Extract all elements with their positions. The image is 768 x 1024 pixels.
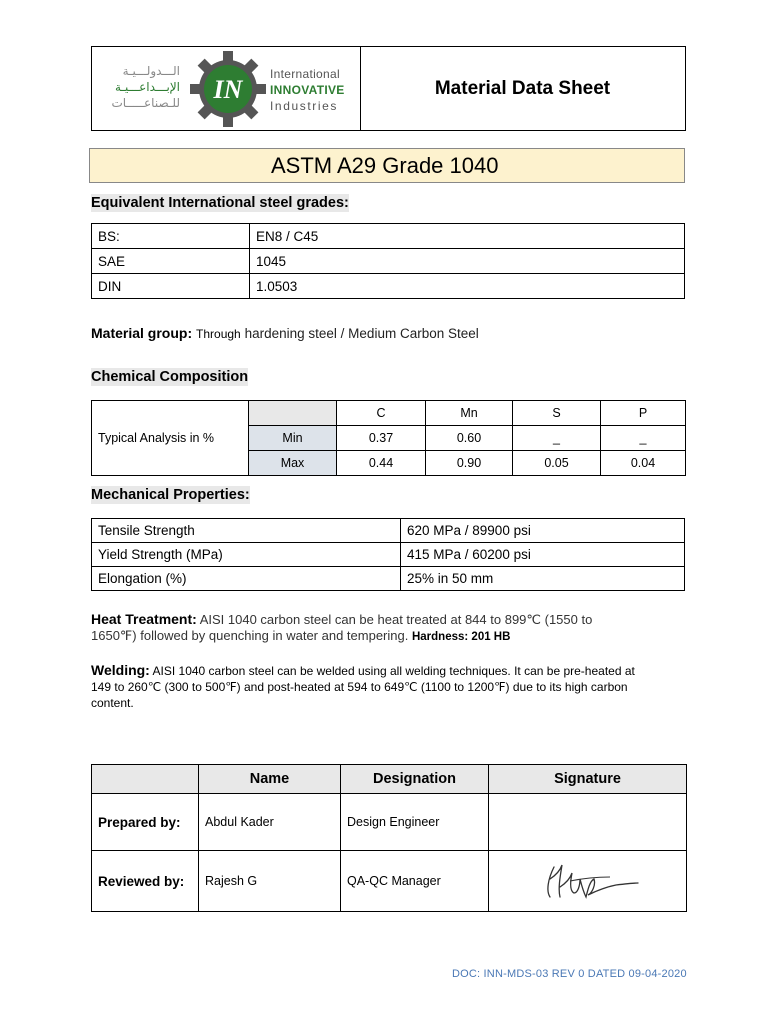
grade-cell: 1.0503: [250, 274, 685, 299]
table-row: [92, 519, 685, 543]
column-header-name: Name: [199, 765, 341, 794]
column-header-signature: Signature: [489, 765, 687, 794]
heat-treatment-paragraph: [91, 611, 691, 645]
value-cell: _: [601, 426, 686, 451]
designation-cell: Design Engineer: [341, 794, 489, 851]
standard-cell: BS:: [92, 224, 250, 249]
welding-paragraph: [91, 662, 691, 711]
value-cell: 0.60: [426, 426, 513, 451]
grade-cell: 1045: [250, 249, 685, 274]
mechanical-properties-table: [91, 518, 685, 591]
table-row: [92, 274, 685, 299]
element-header: Mn: [426, 401, 513, 426]
table-row: [92, 224, 685, 249]
document-reference: DOC: INN-MDS-03 REV 0 DATED 09-04-2020: [452, 968, 687, 980]
standard-cell: SAE: [92, 249, 250, 274]
material-group-value: hardening steel / Medium Carbon Steel: [244, 326, 479, 341]
table-row: [92, 249, 685, 274]
blank-header-cell: [249, 401, 337, 426]
grade-cell: EN8 / C45: [250, 224, 685, 249]
material-group-value-prefix: Through: [196, 327, 241, 341]
value-cell: 0.04: [601, 451, 686, 476]
value-cell: 0.90: [426, 451, 513, 476]
logo-letters: IN: [213, 75, 243, 104]
element-header: C: [337, 401, 426, 426]
logo-arabic-line-2: الإبـــداعـــيـة: [115, 80, 180, 94]
table-row: [92, 543, 685, 567]
property-value-cell: 25% in 50 mm: [401, 567, 685, 591]
document-header: [91, 46, 686, 131]
material-group-line: [91, 325, 479, 341]
welding-text-2: 149 to 260℃ (300 to 500℉) and post-heated at 594 to 649℃ (1100 to 1200℉) due to its high carbon: [91, 680, 628, 694]
role-cell: Prepared by:: [92, 794, 199, 851]
property-value-cell: 415 MPa / 60200 psi: [401, 543, 685, 567]
property-cell: Tensile Strength: [92, 519, 401, 543]
welding-label: Welding:: [91, 662, 150, 678]
logo-text-line-3: Industries: [270, 99, 339, 113]
signature-cell: [489, 851, 687, 912]
logo-arabic-line-3: للـصناعـــــات: [111, 96, 180, 110]
handwritten-signature: [540, 857, 650, 905]
signature-cell: [489, 794, 687, 851]
value-cell: _: [513, 426, 601, 451]
value-cell: 0.05: [513, 451, 601, 476]
property-cell: Yield Strength (MPa): [92, 543, 401, 567]
equivalent-grades-table: [91, 223, 685, 299]
mechanical-properties-heading: Mechanical Properties:: [91, 487, 250, 503]
table-row: [92, 567, 685, 591]
logo-cell: [92, 47, 361, 130]
hardness-value: Hardness: 201 HB: [411, 631, 511, 643]
table-row: [92, 851, 687, 912]
name-cell: Rajesh G: [199, 851, 341, 912]
welding-text-3: content.: [91, 696, 134, 710]
property-cell: Elongation (%): [92, 567, 401, 591]
analysis-label: Typical Analysis in %: [92, 401, 249, 476]
document-title: Material Data Sheet: [434, 77, 611, 99]
logo-text-line-2: INNOVATIVE: [270, 83, 345, 97]
property-value-cell: 620 MPa / 89900 psi: [401, 519, 685, 543]
company-logo-gear: [190, 51, 266, 127]
table-header-row: [92, 765, 687, 794]
element-header: P: [601, 401, 686, 426]
heat-treatment-text-1: AISI 1040 carbon steel can be heat treated at 844 to 899℃ (1550 to: [199, 612, 593, 627]
name-cell: Abdul Kader: [199, 794, 341, 851]
column-header-designation: Designation: [341, 765, 489, 794]
chemical-composition-table: [91, 400, 686, 476]
designation-cell: QA-QC Manager: [341, 851, 489, 912]
element-header: S: [513, 401, 601, 426]
chemical-composition-heading: Chemical Composition: [91, 369, 249, 385]
role-cell: Reviewed by:: [92, 851, 199, 912]
blank-header-cell: [92, 765, 199, 794]
row-label-max: Max: [249, 451, 337, 476]
heat-treatment-text-2: 1650℉) followed by quenching in water and tempering.: [91, 628, 409, 643]
table-row: [92, 794, 687, 851]
grade-title: ASTM A29 Grade 1040: [271, 152, 499, 178]
grade-banner: [89, 148, 685, 183]
logo-arabic-line-1: الـــدولـــيـة: [122, 64, 180, 78]
table-header-row: [92, 401, 686, 426]
equivalent-grades-heading: Equivalent International steel grades:: [91, 195, 349, 211]
signoff-table: [91, 764, 687, 912]
standard-cell: DIN: [92, 274, 250, 299]
heat-treatment-label: Heat Treatment:: [91, 611, 197, 627]
logo-text-line-1: International: [270, 67, 340, 81]
welding-text-1: AISI 1040 carbon steel can be welded using all welding techniques. It can be pre-heated at: [152, 664, 635, 678]
row-label-min: Min: [249, 426, 337, 451]
value-cell: 0.37: [337, 426, 426, 451]
value-cell: 0.44: [337, 451, 426, 476]
material-group-label: Material group:: [91, 325, 193, 341]
